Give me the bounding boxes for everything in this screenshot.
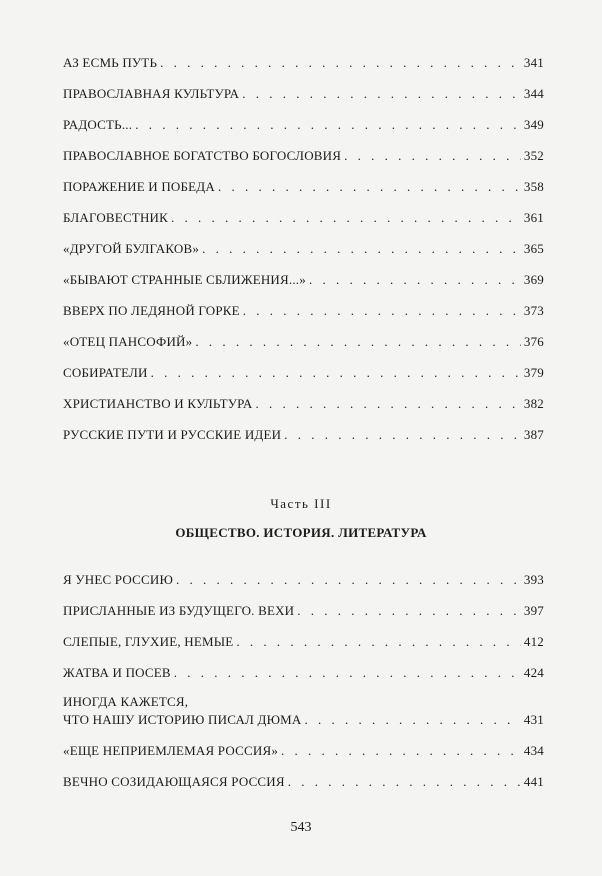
toc-entry [63, 427, 544, 443]
toc-leader-dots [297, 603, 521, 619]
toc-entry-page: 397 [523, 603, 544, 618]
toc-entry-page: 365 [523, 241, 544, 256]
toc-entry-title: ЧТО НАШУ ИСТОРИЮ ПИСАЛ ДЮМА [63, 712, 302, 727]
toc-entry-two-line [63, 694, 544, 728]
toc-leader-dots [236, 634, 520, 650]
toc-entry-title: ХРИСТИАНСТВО И КУЛЬТУРА [63, 396, 253, 411]
toc-leader-dots [151, 365, 521, 381]
toc-entry-title: ПОРАЖЕНИЕ И ПОБЕДА [63, 179, 215, 194]
toc-entry [63, 603, 544, 619]
toc-entry-title: ВВЕРХ ПО ЛЕДЯНОЙ ГОРКЕ [63, 303, 240, 318]
toc-entry-page: 387 [523, 427, 544, 442]
toc-entry-page: 352 [523, 148, 544, 163]
toc-leader-dots [242, 86, 521, 102]
toc-entry-page: 361 [523, 210, 544, 225]
toc-leader-dots [344, 148, 521, 164]
toc-entry [63, 210, 544, 226]
toc-entry-title: ПРИСЛАННЫЕ ИЗ БУДУЩЕГО. ВЕХИ [63, 603, 295, 618]
toc-entry-page: 412 [523, 634, 544, 649]
toc-leader-dots [281, 743, 521, 759]
toc-entry [63, 55, 544, 71]
toc-leader-dots [135, 117, 521, 133]
toc-entry-page: 431 [523, 712, 544, 727]
toc-entry-page: 424 [523, 665, 544, 680]
toc-entry [63, 179, 544, 195]
toc-leader-dots [174, 665, 521, 681]
toc-entry [63, 86, 544, 102]
toc-leader-dots [176, 572, 521, 588]
toc-entry [63, 303, 544, 319]
toc-leader-dots [284, 427, 521, 443]
toc-leader-dots [218, 179, 521, 195]
toc-entry-title: «БЫВАЮТ СТРАННЫЕ СБЛИЖЕНИЯ...» [63, 272, 306, 287]
toc-entry [63, 148, 544, 164]
toc-entry-title: СЛЕПЫЕ, ГЛУХИЕ, НЕМЫЕ [63, 634, 234, 649]
toc-entry [63, 743, 544, 759]
page-number: 543 [290, 820, 312, 835]
toc-entry-page: 434 [523, 743, 544, 758]
toc-entry [63, 272, 544, 288]
toc-entry-page: 344 [523, 86, 544, 101]
toc-entry-page: 341 [523, 55, 544, 70]
toc-entry [63, 665, 544, 681]
toc-entry-page: 358 [523, 179, 544, 194]
toc-entry-title: АЗ ЕСМЬ ПУТЬ [63, 55, 158, 70]
toc-entry-page: 373 [523, 303, 544, 318]
section-heading: ОБЩЕСТВО. ИСТОРИЯ. ЛИТЕРАТУРА [175, 525, 427, 540]
toc-leader-dots [288, 774, 521, 790]
toc-entry [63, 774, 544, 790]
toc-entry [63, 396, 544, 412]
toc-entry-title: Я УНЕС РОССИЮ [63, 572, 174, 587]
toc-entry-title-line1: ИНОГДА КАЖЕТСЯ, [63, 694, 189, 709]
toc-entry-title: РУССКИЕ ПУТИ И РУССКИЕ ИДЕИ [63, 427, 282, 442]
toc-entry-page: 349 [523, 117, 544, 132]
toc-entry-page: 379 [523, 365, 544, 380]
toc-leader-dots [309, 272, 521, 288]
toc-entry-title: БЛАГОВЕСТНИК [63, 210, 168, 225]
toc-entry-page: 382 [523, 396, 544, 411]
toc-entry-title: «ДРУГОЙ БУЛГАКОВ» [63, 241, 200, 256]
toc-leader-dots [243, 303, 521, 319]
toc-entry-title: «ЕЩЕ НЕПРИЕМЛЕМАЯ РОССИЯ» [63, 743, 279, 758]
toc-leader-dots [160, 55, 521, 71]
toc-entry [63, 634, 544, 650]
toc-entry-title: «ОТЕЦ ПАНСОФИЙ» [63, 334, 193, 349]
toc-leader-dots [195, 334, 521, 350]
toc-entry-page: 376 [523, 334, 544, 349]
toc-entry-page: 393 [523, 572, 544, 587]
toc-entry [63, 334, 544, 350]
toc-entry [63, 117, 544, 133]
toc-entry [63, 241, 544, 257]
toc-entry-title: ПРАВОСЛАВНАЯ КУЛЬТУРА [63, 86, 240, 101]
toc-entry-page: 369 [523, 272, 544, 287]
part-heading: Часть III [270, 496, 332, 511]
toc-leader-dots [304, 712, 520, 728]
toc-entry [63, 365, 544, 381]
toc-entry-title: РАДОСТЬ... [63, 117, 133, 132]
toc-leader-dots [256, 396, 521, 412]
toc-entry-title: СОБИРАТЕЛИ [63, 365, 148, 380]
toc-entry-title: ВЕЧНО СОЗИДАЮЩАЯСЯ РОССИЯ [63, 774, 285, 789]
toc-entry-title: ЖАТВА И ПОСЕВ [63, 665, 171, 680]
toc-leader-dots [202, 241, 521, 257]
toc-leader-dots [171, 210, 521, 226]
toc-entry-page: 441 [523, 774, 544, 789]
toc-entry-title: ПРАВОСЛАВНОЕ БОГАТСТВО БОГОСЛОВИЯ [63, 148, 342, 163]
toc-entry [63, 572, 544, 588]
